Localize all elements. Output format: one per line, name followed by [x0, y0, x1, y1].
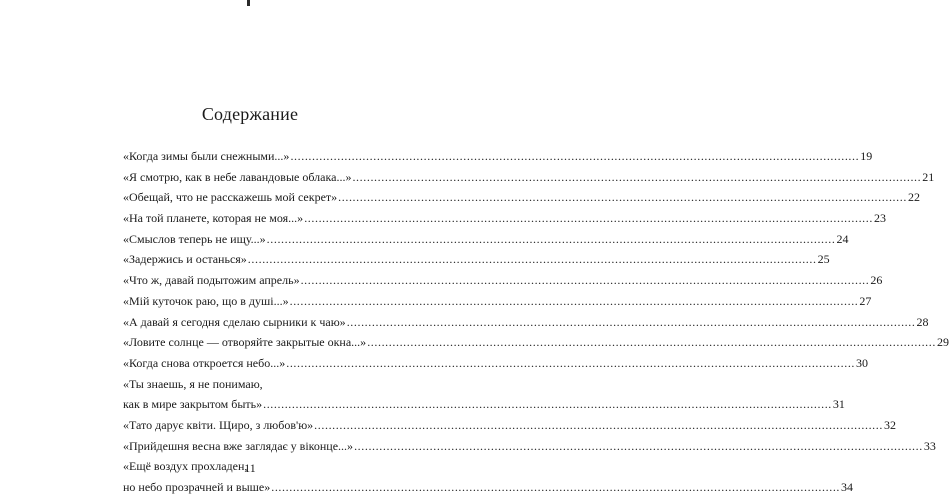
toc-entry-page: 19 — [860, 149, 873, 163]
toc-entry-title: «Прийдешня весна вже заглядає у віконце...» — [123, 438, 354, 453]
toc-entry — [123, 167, 935, 188]
toc-entry-page: 33 — [923, 438, 936, 453]
toc-leader-dots — [286, 353, 855, 374]
toc-leader-dots — [347, 312, 916, 333]
toc-entry — [123, 332, 949, 353]
toc-entry — [123, 312, 929, 333]
toc-leader-dots — [354, 436, 923, 457]
toc-leader-dots — [290, 146, 859, 167]
toc-entry — [123, 477, 854, 498]
toc-entry-page: 31 — [832, 397, 845, 412]
toc-entry-page: 26 — [870, 273, 883, 288]
toc-leader-dots — [304, 208, 873, 229]
toc-entry — [123, 436, 936, 457]
toc-entry-page: 28 — [916, 314, 929, 329]
toc-leader-dots — [267, 229, 836, 250]
toc-entry — [123, 353, 869, 374]
toc-entry-page: 29 — [937, 335, 949, 350]
toc-leader-dots — [314, 415, 883, 436]
toc-leader-dots — [301, 270, 870, 291]
toc-entry-title: «Ловите солнце — отворяйте закрытые окна...» — [123, 335, 367, 350]
toc-entry-title: «А давай я сегодня сделаю сырники к чаю» — [123, 314, 346, 329]
toc-entry-title: как в мире закрытом быть» — [123, 397, 263, 412]
toc-entry-title: «Когда снова откроется небо...» — [123, 355, 286, 370]
toc-entry — [123, 270, 883, 291]
toc-entry-page: 30 — [856, 355, 869, 370]
toc-leader-dots — [263, 394, 832, 415]
top-page-mark — [247, 0, 250, 6]
toc-leader-dots — [271, 477, 840, 498]
toc-entry-page: 21 — [922, 169, 935, 184]
toc-entry — [123, 291, 872, 312]
toc-entry-title: «На той планете, которая не моя...» — [123, 211, 304, 226]
toc-entry-title: «Обещай, что не расскажешь мой секрет» — [123, 190, 338, 205]
toc-leader-dots — [248, 249, 817, 270]
page-number: 11 — [244, 461, 256, 475]
toc-entry-title: «Что ж, давай подытожим апрель» — [123, 273, 300, 288]
toc-entry-page: 24 — [836, 231, 849, 246]
toc-entry — [123, 208, 886, 229]
toc-entry-page: 34 — [841, 480, 854, 494]
toc-entry — [123, 394, 845, 415]
toc-entry — [123, 249, 830, 270]
toc-entry-title: «Тато дарує квіти. Щиро, з любов'ю» — [123, 417, 314, 432]
toc-entry — [123, 374, 359, 395]
toc-entry-title: «Когда зимы были снежными...» — [123, 149, 290, 163]
toc-entry-title: «Ещё воздух прохладен, — [123, 459, 248, 474]
toc-entry — [123, 187, 920, 208]
toc-entry-title: «Ты знаешь, я не понимаю, — [123, 376, 263, 391]
toc-entry-title: «Мій куточок раю, що в душі...» — [123, 293, 289, 308]
toc-entry — [123, 415, 896, 436]
toc-entry-title: «Я смотрю, как в небе лавандовые облака...» — [123, 169, 352, 184]
toc-leader-dots — [338, 187, 907, 208]
toc-entry-page: 32 — [883, 417, 896, 432]
toc-leader-dots — [367, 332, 936, 353]
toc-entry — [123, 146, 873, 167]
page-title: Содержание — [201, 104, 299, 124]
toc-entry-title: «Смыслов теперь не ищу...» — [123, 231, 266, 246]
toc-entry-page: 25 — [817, 252, 830, 267]
toc-leader-dots — [290, 291, 859, 312]
toc-leader-dots — [352, 167, 921, 188]
toc-entry-title: но небо прозрачней и выше» — [123, 480, 271, 494]
table-of-contents — [123, 146, 949, 498]
toc-entry — [123, 229, 849, 250]
toc-entry-title: «Задержись и останься» — [123, 252, 247, 267]
toc-entry-page: 27 — [859, 293, 872, 308]
toc-entry-page: 22 — [907, 190, 920, 205]
toc-entry-page: 23 — [874, 211, 886, 226]
